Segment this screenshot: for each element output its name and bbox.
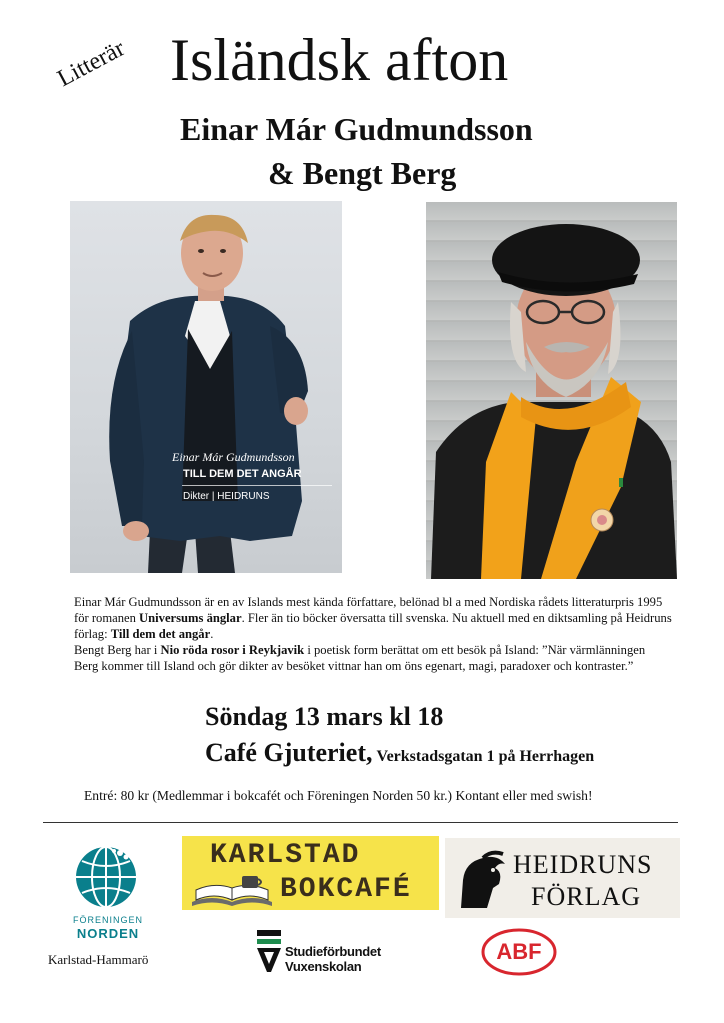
paragraph-bengt bbox=[74, 642, 672, 674]
entry-price-text: Entré: 80 kr (Medlemmar i bokcafét och Föreningen Norden 50 kr.) Kontant eller med swish! bbox=[84, 788, 593, 803]
vuxenskolan-v-icon bbox=[255, 928, 283, 974]
venue-address: Verkstadsgatan 1 på Herrhagen bbox=[376, 748, 595, 765]
portrait-illustration bbox=[426, 202, 677, 579]
globe-icon bbox=[60, 843, 152, 915]
subtitle-author-2: & Bengt Berg bbox=[268, 155, 457, 191]
norden-small-label: FÖRENINGEN bbox=[72, 915, 143, 925]
venue-name: Café Gjuteriet, bbox=[205, 738, 373, 767]
paragraph-einar bbox=[74, 594, 672, 642]
heidruns-forlag-logo bbox=[445, 838, 680, 918]
vuxenskolan-line-2: Vuxenskolan bbox=[285, 959, 362, 974]
p2-text-c: i poetisk form berättat om ett besök på Island: ”När värmlänningen Berg kommer till Island och gör dikter av besöket vittnar han om öns egenart, magi, paradoxer och kontraster.” bbox=[74, 643, 646, 673]
p1-text-a: Einar Már Gudmundsson är en av Islands mest kända författare, belönad bl a med Nordiska rådets litteraturpris 1995 för romanen bbox=[74, 595, 663, 625]
cover-title: TILL DEM DET ANGÅR bbox=[183, 468, 302, 480]
p1-text-c: . Fler än tio böcker översatta till svenska. Nu aktuell med en diktsamling på Heidruns förlag: bbox=[74, 611, 672, 641]
cover-divider bbox=[182, 485, 332, 486]
kicker-litterar: Litterär bbox=[53, 35, 130, 93]
cover-publisher: Dikter | HEIDRUNS bbox=[183, 491, 270, 502]
event-date: Söndag 13 mars kl 18 bbox=[205, 702, 444, 731]
abf-label: ABF bbox=[496, 939, 542, 964]
book-and-cup-icon bbox=[188, 874, 278, 908]
p1-book-title-2: Till dem det angår bbox=[110, 627, 211, 641]
goat-icon bbox=[453, 850, 513, 910]
abf-logo bbox=[480, 927, 558, 977]
p1-text-e: . bbox=[210, 627, 214, 641]
subtitle-author-1: Einar Már Gudmundsson bbox=[180, 111, 533, 147]
bokcafe-line-1: KARLSTAD bbox=[210, 840, 361, 871]
p2-book-title: Nio röda rosor i Reykjavik bbox=[160, 643, 305, 657]
heidruns-line-2: FÖRLAG bbox=[531, 882, 642, 911]
karlstad-bokcafe-logo bbox=[182, 836, 439, 910]
book-cover-photo bbox=[70, 201, 342, 573]
norden-big-label: NORDEN bbox=[76, 926, 140, 941]
heidruns-line-1: HEIDRUNS bbox=[513, 850, 653, 879]
bokcafe-line-2: BOKCAFÉ bbox=[280, 874, 412, 905]
body-text bbox=[74, 594, 672, 674]
p1-book-title-1: Universums änglar bbox=[139, 611, 242, 625]
horizontal-divider bbox=[43, 822, 678, 823]
cover-author: Einar Már Gudmundsson bbox=[172, 450, 295, 464]
page-title: Isländsk afton bbox=[170, 27, 509, 93]
norden-branch-label: Karlstad-Hammarö bbox=[48, 952, 149, 967]
portrait-photo bbox=[426, 202, 677, 579]
author-figure-illustration bbox=[70, 201, 342, 573]
p2-text-a: Bengt Berg har i bbox=[74, 643, 161, 657]
event-venue bbox=[205, 738, 594, 768]
vuxenskolan-line-1: Studieförbundet bbox=[285, 944, 381, 959]
